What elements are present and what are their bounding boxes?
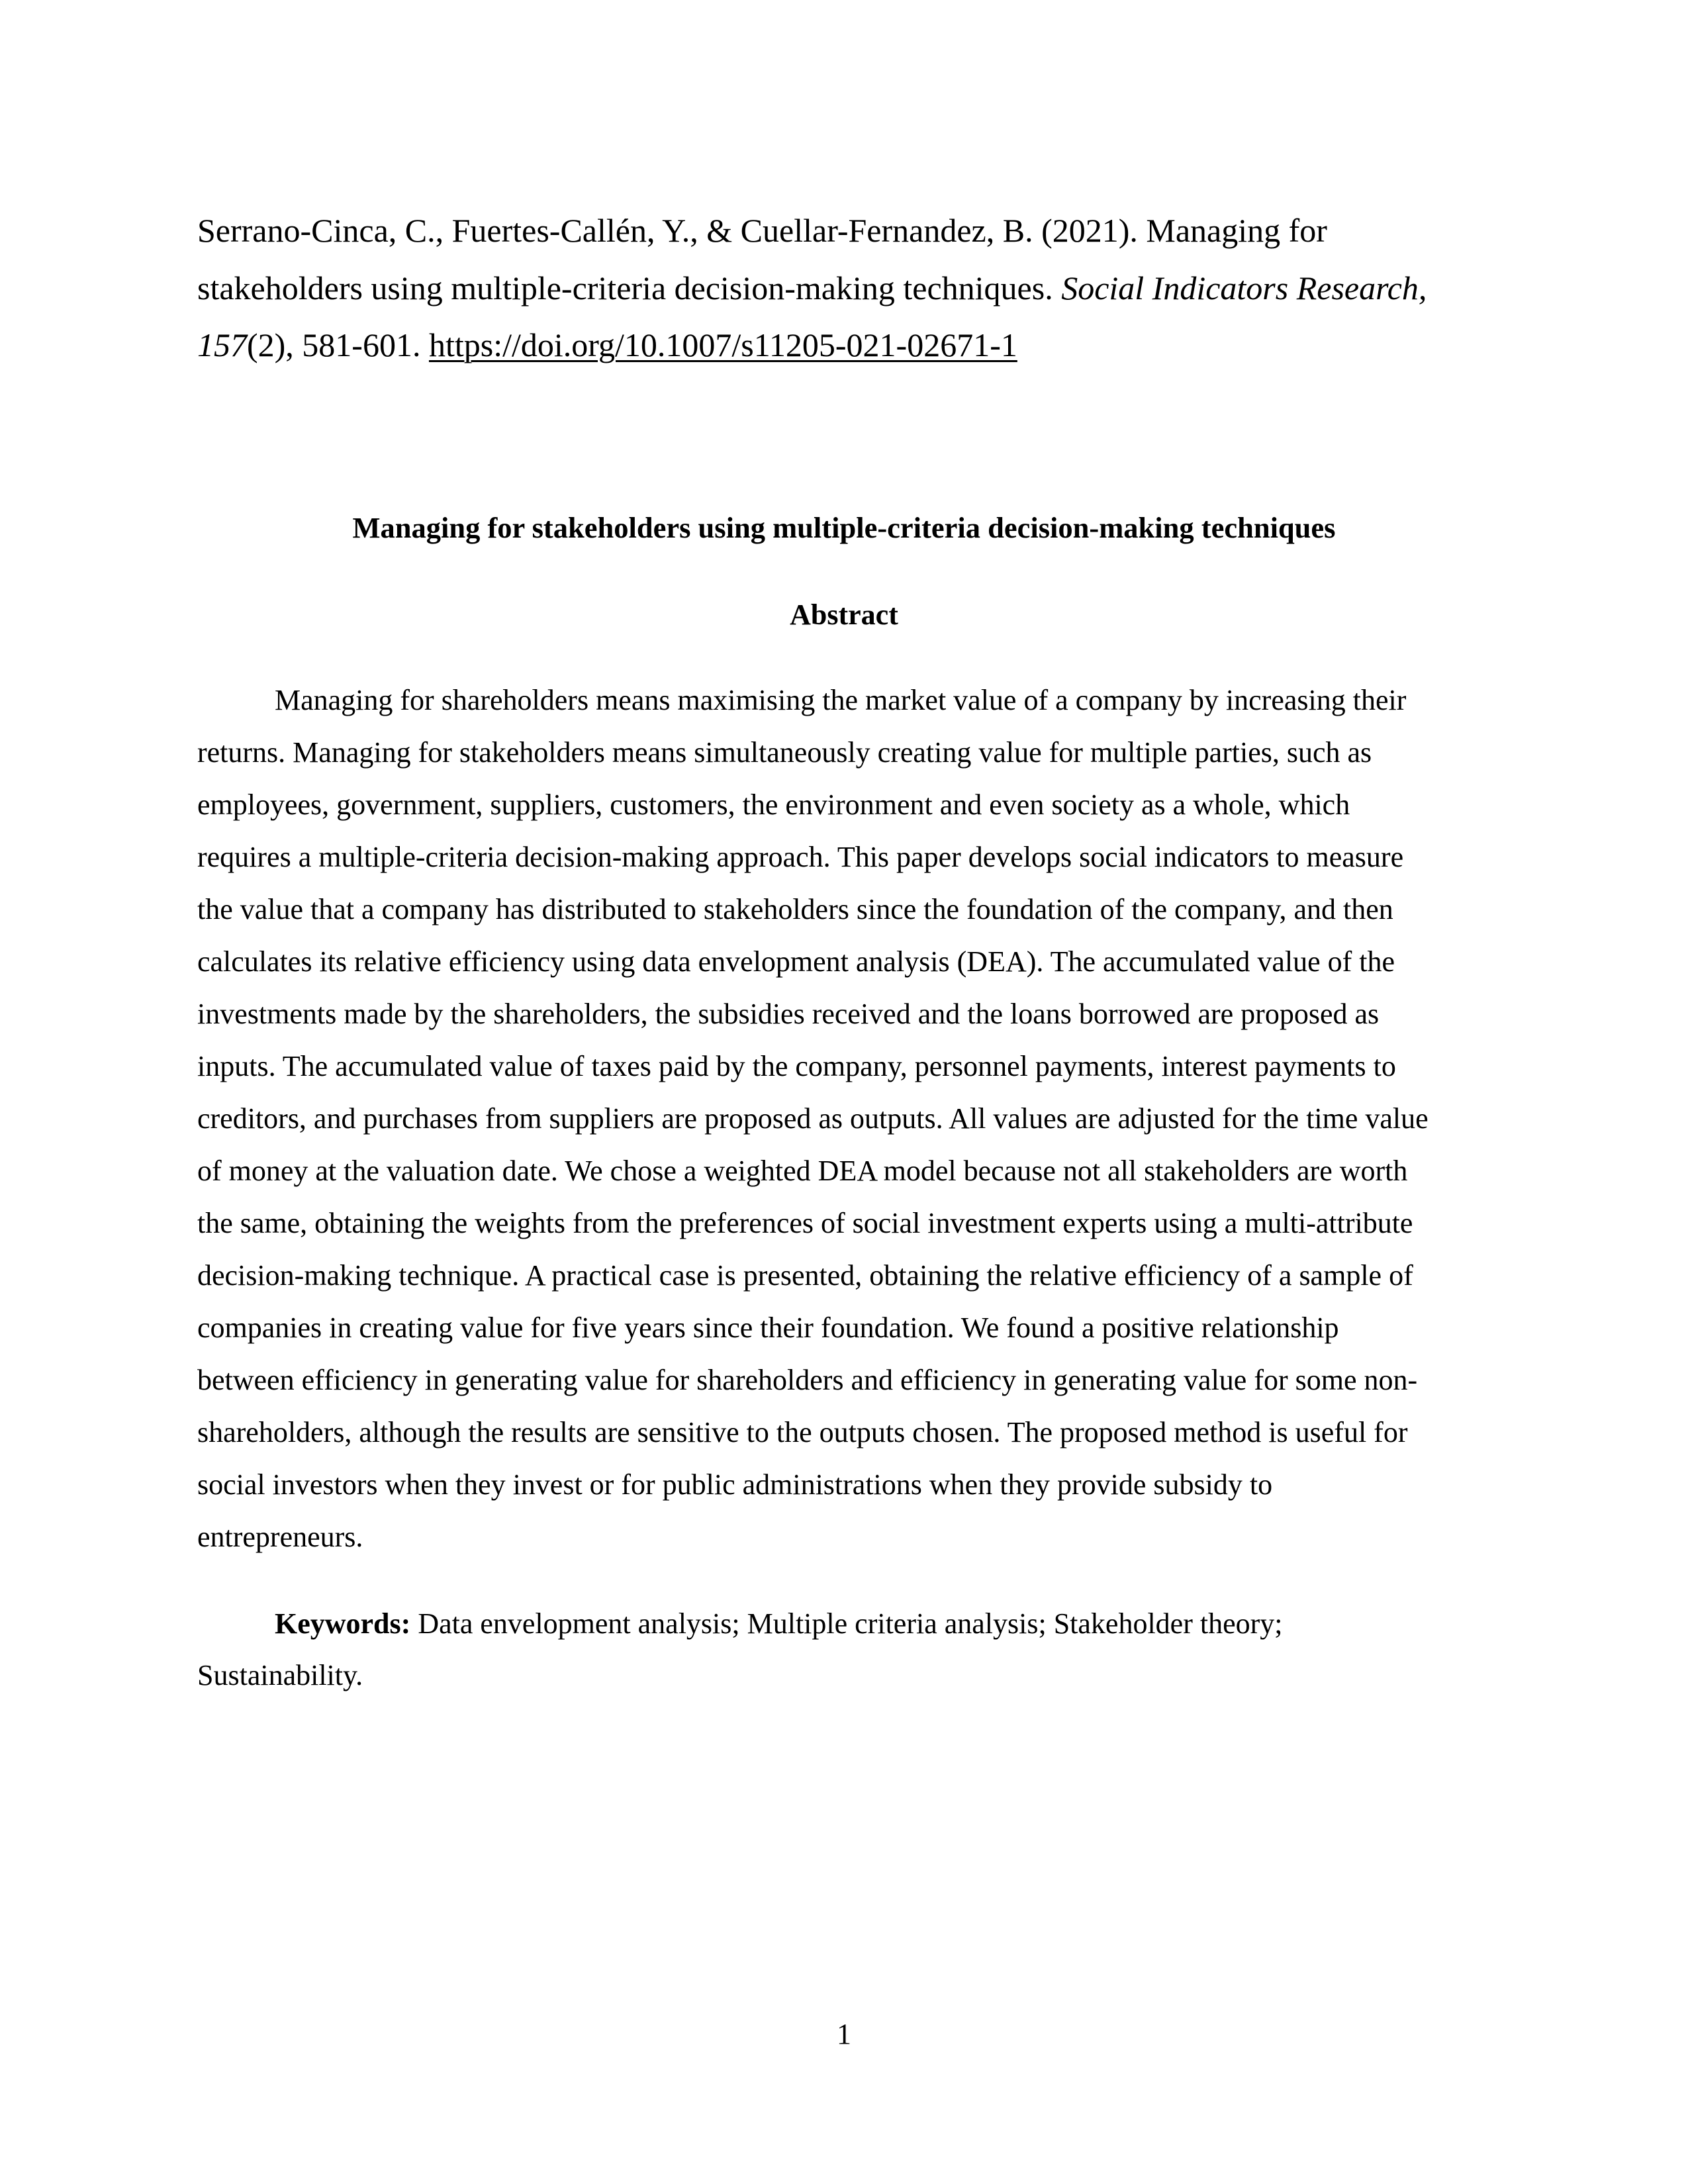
- journal-name: Social Indicators Research,: [1061, 269, 1427, 307]
- issue-pages: (2), 581-601.: [247, 326, 429, 363]
- citation-line-2: [197, 260, 1427, 317]
- abstract-line: Managing for shareholders means maximising the market value of a company by increasing their: [275, 684, 1407, 716]
- abstract-line: creditors, and purchases from suppliers are proposed as outputs. All values are adjusted for the time value: [197, 1102, 1429, 1135]
- abstract-line: employees, government, suppliers, customers, the environment and even society as a whole, which: [197, 788, 1350, 821]
- paper-title: Managing for stakeholders using multiple-criteria decision-making techniques: [352, 511, 1336, 544]
- keywords-line-1: [275, 1597, 1283, 1650]
- abstract-line: social investors when they invest or for public administrations when they provide subsidy to: [197, 1468, 1273, 1501]
- keywords-text: Data envelopment analysis; Multiple criteria analysis; Stakeholder theory;: [410, 1607, 1283, 1640]
- abstract-line: requires a multiple-criteria decision-making approach. This paper develops social indicators to measure: [197, 841, 1404, 873]
- doi-link[interactable]: https://doi.org/10.1007/s11205-021-02671-1: [428, 326, 1017, 363]
- abstract-line: entrepreneurs.: [197, 1521, 363, 1553]
- abstract-line: between efficiency in generating value for shareholders and efficiency in generating value for some non-: [197, 1364, 1418, 1396]
- abstract-heading: Abstract: [790, 598, 898, 631]
- citation-line-3: [197, 316, 1017, 374]
- page-number: 1: [837, 2018, 851, 2050]
- abstract-line: of money at the valuation date. We chose a weighted DEA model because not all stakeholders are worth: [197, 1155, 1408, 1187]
- keywords-line-2: Sustainability.: [197, 1659, 363, 1691]
- abstract-line: shareholders, although the results are sensitive to the outputs chosen. The proposed method is useful for: [197, 1416, 1408, 1448]
- abstract-line: the same, obtaining the weights from the preferences of social investment experts using a multi-attribute: [197, 1207, 1413, 1239]
- abstract-line: inputs. The accumulated value of taxes paid by the company, personnel payments, interest payments to: [197, 1050, 1396, 1082]
- journal-volume: 157: [197, 326, 247, 363]
- abstract-line: the value that a company has distributed to stakeholders since the foundation of the company, and then: [197, 893, 1393, 926]
- abstract-line: returns. Managing for stakeholders means simultaneously creating value for multiple parties, such as: [197, 736, 1372, 769]
- citation-line-1: Serrano-Cinca, C., Fuertes-Callén, Y., & Cuellar-Fernandez, B. (2021). Managing for: [197, 212, 1327, 249]
- keywords-label: Keywords:: [275, 1607, 411, 1640]
- abstract-line: decision-making technique. A practical case is presented, obtaining the relative efficiency of a sample of: [197, 1259, 1413, 1292]
- abstract-line: investments made by the shareholders, the subsidies received and the loans borrowed are proposed as: [197, 998, 1380, 1030]
- abstract-line: companies in creating value for five years since their foundation. We found a positive relationship: [197, 1311, 1339, 1344]
- citation-title-text: stakeholders using multiple-criteria decision-making techniques.: [197, 269, 1062, 307]
- abstract-line: calculates its relative efficiency using data envelopment analysis (DEA). The accumulated value of the: [197, 945, 1395, 978]
